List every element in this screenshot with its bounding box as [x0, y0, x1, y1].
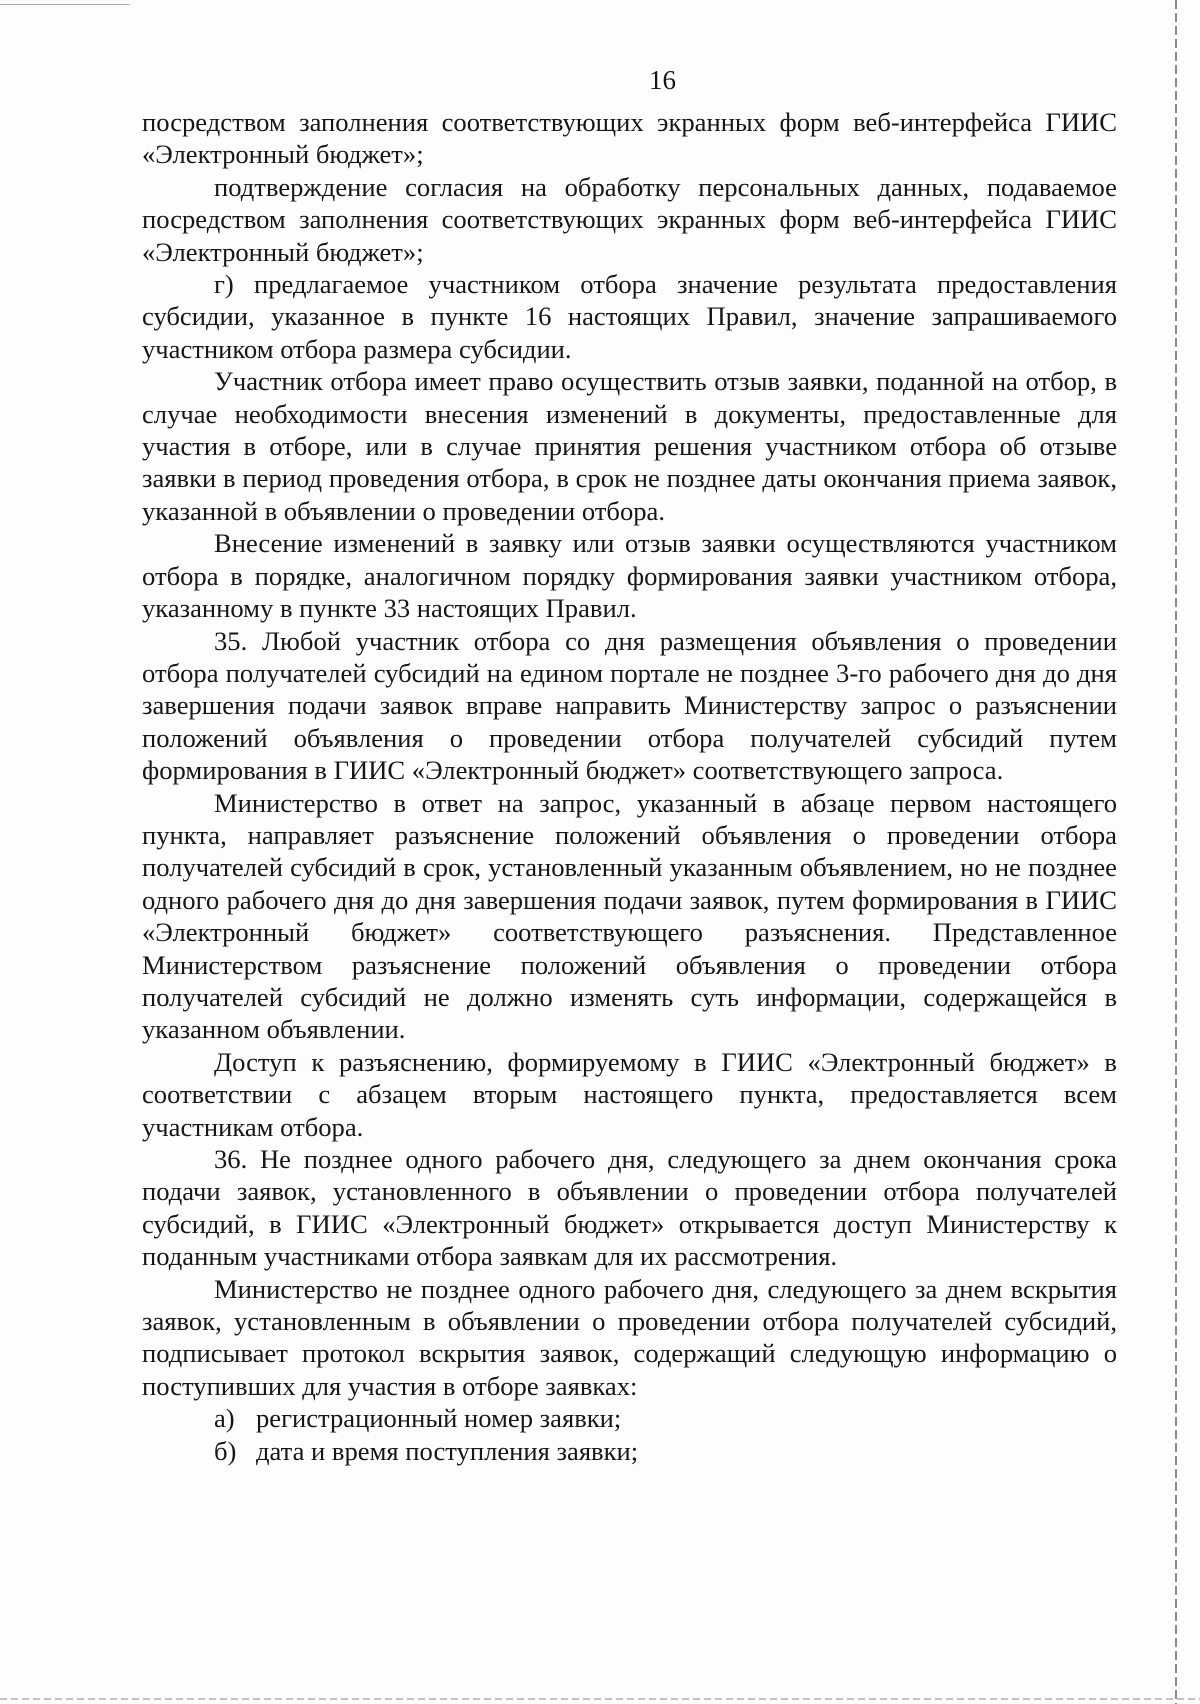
- paragraph-1: посредством заполнения соответствующих экранных форм веб-интерфейса ГИИС «Электронный бюджет»;: [142, 107, 1117, 170]
- scan-artifact-right-edge: [1175, 0, 1177, 1704]
- paragraph-2: подтверждение согласия на обработку персональных данных, подаваемое посредством заполнения соответствующих экранных форм веб-интерфейса ГИИС «Электронный бюджет»;: [142, 171, 1117, 267]
- paragraph-8: Доступ к разъяснению, формируемому в ГИИС «Электронный бюджет» в соответствии с абзацем вторым настоящего пункта, предоставляется всем участникам отбора.: [142, 1046, 1117, 1142]
- scan-artifact-top: [0, 4, 130, 5]
- paragraph-5: Внесение изменений в заявку или отзыв заявки осуществляются участником отбора в порядке, аналогичном порядку формирования заявки участником отбора, указанному в пункте 33 настоящих Правил.: [142, 528, 1117, 624]
- list-item: [142, 1435, 1117, 1467]
- list-item: [142, 1402, 1117, 1434]
- list-item-text: дата и время поступления заявки;: [256, 1435, 639, 1466]
- paragraph-4: Участник отбора имеет право осуществить отзыв заявки, поданной на отбор, в случае необходимости внесения изменений в документы, предоставленные для участия в отборе, или в случае принятия решения участником отбора об отзыве заявки в период проведения отбора, в срок не позднее даты окончания приема заявок, указанной в объявлении о проведении отбора.: [142, 366, 1117, 526]
- list-item-text: регистрационный номер заявки;: [256, 1403, 622, 1434]
- page-number: 16: [649, 65, 676, 95]
- paragraph-7: Министерство в ответ на запрос, указанный в абзаце первом настоящего пункта, направляет разъяснение положений объявления о проведении отбора получателей субсидий в срок, установленный указанным объявлением, но не позднее одного рабочего дня до дня завершения подачи заявок, путем формирования в ГИИС «Электронный бюджет» соответствующего разъяснения. Представленное Министерством разъяснение положений объявления о проведении отбора получателей субсидий не должно изменять суть информации, содержащейся в указанном объявлении.: [142, 787, 1117, 1045]
- paragraph-6: 35. Любой участник отбора со дня размещения объявления о проведении отбора получателей субсидий на едином портале не позднее 3-го рабочего дня до дня завершения подачи заявок вправе направить Министерству запрос о разъяснении положений объявления о проведении отбора получателей субсидий путем формирования в ГИИС «Электронный бюджет» соответствующего запроса.: [142, 625, 1117, 786]
- paragraph-3: г) предлагаемое участником отбора значение результата предоставления субсидии, указанное в пункте 16 настоящих Правил, значение запрашиваемого участником отбора размера субсидии.: [142, 269, 1117, 364]
- paragraph-10: Министерство не позднее одного рабочего дня, следующего за днем вскрытия заявок, установленным в объявлении о проведении отбора получателей субсидий, подписывает протокол вскрытия заявок, содержащий следующую информацию о поступивших для участия в отборе заявках:: [142, 1273, 1117, 1401]
- list-item-marker: б): [214, 1435, 237, 1466]
- scan-artifact-bottom-edge: [0, 1698, 1200, 1700]
- paragraph-9: 36. Не позднее одного рабочего дня, следующего за днем окончания срока подачи заявок, установленного в объявлении о проведении отбора получателей субсидий, в ГИИС «Электронный бюджет» открывается доступ Министерству к поданным участниками отбора заявкам для их рассмотрения.: [142, 1144, 1117, 1272]
- document-body: [142, 106, 1117, 1467]
- list-item-marker: а): [214, 1403, 235, 1434]
